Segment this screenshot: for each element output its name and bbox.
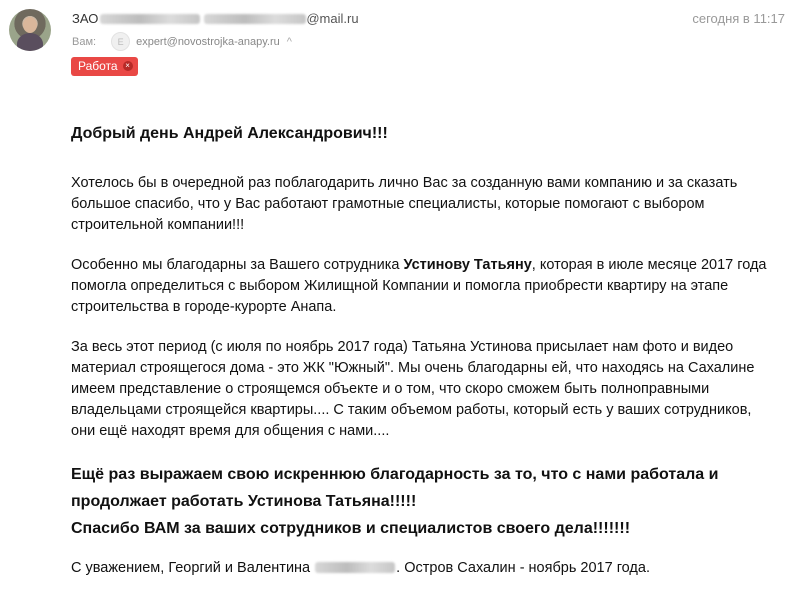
bold-gratitude-line-2: Спасибо ВАМ за ваших сотрудников и специалистов своего дела!!!!!!!: [71, 520, 631, 537]
sender-row[interactable]: [72, 11, 359, 26]
label-badge[interactable]: [71, 57, 138, 76]
label-text: Работа: [78, 59, 118, 73]
paragraph-employee-start: Особенно мы благодарны за Вашего сотрудника: [71, 257, 404, 273]
signature: [71, 558, 776, 579]
paragraph-employee: [71, 255, 776, 318]
redacted-surname: [315, 562, 395, 573]
sender-avatar[interactable]: [9, 9, 51, 51]
recipient-avatar-letter: E: [117, 36, 124, 47]
bold-gratitude-line-1: Ещё раз выражаем свою искреннюю благодарность за то, что с нами работала и продолжает работать Устинова Татьяна!!!!!: [71, 466, 719, 510]
paragraph-period: За весь этот период (с июля по ноябрь 2017 года) Татьяна Устинова присылает нам фото и видео материал строящегося дома - это ЖК "Южный". Мы очень благодарны ей, что находясь на Сахалине имеем представление о строящемся объекте и о том, что скоро сможем быть полноправными владельцами строящейся квартиры.... С таким объемом работы, который есть у ваших сотрудников, они ещё находят время для общения с нами....: [71, 339, 755, 439]
paragraph-thanks: Хотелось бы в очередной раз поблагодарить лично Вас за созданную вами компанию и за сказать большое спасибо, что у Вас работают грамотные специалисты, которые помогают с выбором строительной компании!!!: [71, 175, 738, 233]
sender-email-suffix[interactable]: @mail.ru: [306, 11, 359, 26]
recipient-row: [72, 32, 292, 51]
employee-name: Устинову Татьяну: [403, 257, 532, 273]
avatar-head: [23, 17, 37, 33]
signature-start: С уважением, Георгий и Валентина: [71, 560, 315, 576]
redacted-sender-email: [204, 14, 306, 24]
email-date: сегодня в 11:17: [692, 11, 785, 26]
paragraph-employee-end: , которая в июле месяце 2017 года помогла определиться с выбором Жилищной Компании и помогла приобрести квартиру на этапе строительства в городе-курорте Анапа.: [71, 257, 767, 315]
avatar-body: [17, 33, 43, 51]
close-icon[interactable]: ×: [123, 61, 133, 71]
redacted-sender-name: [100, 14, 200, 24]
sender-name[interactable]: ЗАО: [72, 11, 99, 26]
signature-end: . Остров Сахалин - ноябрь 2017 года.: [396, 560, 650, 576]
email-body: [71, 122, 776, 579]
chevron-up-icon[interactable]: ^: [286, 35, 292, 48]
greeting: Добрый день Андрей Александрович!!!: [71, 125, 388, 142]
recipient-avatar: [111, 32, 130, 51]
bold-gratitude: [71, 461, 776, 542]
recipient-email[interactable]: expert@novostrojka-anapy.ru: [136, 35, 280, 48]
to-label: Вам:: [72, 35, 97, 48]
